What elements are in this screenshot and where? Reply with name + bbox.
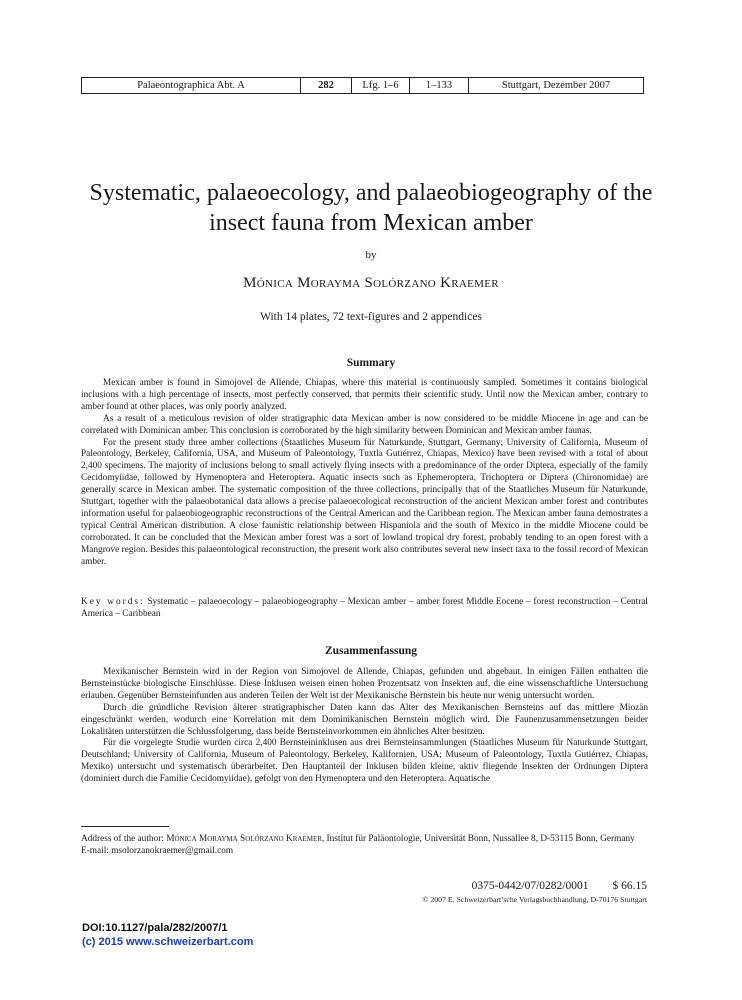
plates-figures-line: With 14 plates, 72 text-figures and 2 appendices xyxy=(260,311,482,323)
page-range: 1–133 xyxy=(410,78,469,93)
journal-header-table xyxy=(81,77,644,94)
keywords-label: Key words: xyxy=(81,597,145,607)
summary-paragraph: For the present study three amber collections (Staatliches Museum für Naturkunde, Stuttgart, Germany; University of California, Museum of Paleontology, Berkeley, California, USA, and Museum of Paleontology, Tuxtla Gutiérrez, Chiapas, Mexico) have been revised with a total of about 2,400 specimens. The majority of inclusions belong to small actively flying insects with a predominance of the order Diptera, especially of the family Cecidomyiidae, followed by Hymenoptera and Heteroptera. Aquatic insects such as Ephemeroptera, Trichoptera or Diptera (Chironomidae) are generally scarce in Mexican amber. The systematic composition of the three collections, principally that of the Staatliches Museum für Naturkunde, Stuttgart, together with the palaeobotanical data allows a precise palaeoecological reconstruction of the ancient Mexican amber forest and contributes information useful for palaeobiogeographic reconstructions of the Central American and the Caribbean region. The Mexican amber fauna demostrates a typical Central American distribution. A close faunistic relationship between Hispaniola and the south of Mexico in the middle Miocene could be corroborated. It can be concluded that the Mexican amber forest was a sort of lowland tropical dry forest, probably tending to an open forest with a Mangrove region. Besides this palaeontological reconstruction, the present work also contributes several new insect taxa to the fossil record of Mexican amber. xyxy=(81,437,648,567)
summary-paragraph: As a result of a meticulous revision of older stratigraphic data Mexican amber is now considered to be middle Miocene in age and can be correlated with Dominican amber. This conclusion is corroborated by the high similarity between Dominican and Mexican amber faunas. xyxy=(81,413,648,436)
article-price: $ 66.15 xyxy=(612,880,647,892)
zusammenfassung-body xyxy=(81,667,648,786)
author-email: E-mail: msolorzanokraemer@gmail.com xyxy=(81,846,234,857)
zusammenfassung-paragraph: Für die vorgelegte Studie wurden circa 2,400 Bernsteininklusen aus drei Bernsteinsammlungen (Staatliches Museum für Naturkunde Stuttgart, Deutschland; University of California, Museum of Paleontology, Berkeley, Kalifornien, USA; Museum of Paleontology, Tuxtla Gutiérrez, Chiapas, Mexiko) untersucht und systematisch überarbeitet. Den Hauptanteil der Inklusen bilden kleine, aktiv fliegende Insekten der Ordnungen Diptera (dominiert durch die Familie Cecidomyiidae), gefolgt von den Hymenoptera und den Heteroptera. Aquatische xyxy=(81,738,648,785)
author-name: Mónica Morayma Solórzano Kraemer xyxy=(243,275,499,291)
issue-number: Lfg. 1–6 xyxy=(352,78,410,93)
paper-title: Systematic, palaeoecology, and palaeobiogeography of the insect fauna from Mexican amber xyxy=(89,180,653,236)
place-date: Stuttgart, Dezember 2007 xyxy=(501,80,611,91)
publisher-site-stamp: (c) 2015 www.schweizerbart.com xyxy=(82,936,254,948)
doi-stamp: DOI:10.1127/pala/282/2007/1 xyxy=(82,922,228,934)
summary-paragraph: Mexican amber is found in Simojovel de Allende, Chiapas, where this material is continuously sampled. Sometimes it contains biological inclusions with a high percentage of insects, most perfectly conserved, that permits their scientific study. Until now the Mexican amber, contrary to amber found at other places, was only poorly analyzed. xyxy=(81,378,648,412)
address-author-name: Mónica Morayma Solórzano Kraemer xyxy=(166,834,322,844)
summary-body xyxy=(81,378,648,569)
address-prefix: Address of the author: xyxy=(81,834,167,844)
zusammenfassung-paragraph: Mexikanischer Bernstein wird in der Region von Simojovel de Allende, Chiapas, gefunden und abgebaut. In einigen Fällen enthalten die Bernsteinstücke biologische Einschlüsse. Diese Inklusen weisen einen hohen Prozentsatz von Insekten auf, die eine wissenschaftliche Untersuchung erlauben. Gegenüber Bernsteinfunden aus anderen Teilen der Welt ist der Mexikanische Bernstein bis heute nur wenig untersucht worden. xyxy=(81,667,648,701)
footnote-rule xyxy=(81,826,169,827)
volume-number: 282 xyxy=(301,78,352,93)
author-address xyxy=(81,833,648,857)
address-line xyxy=(81,833,648,845)
issn-code: 0375-0442/07/0282/0001 xyxy=(471,880,589,892)
keywords-text: Systematic – palaeoecology – palaeobiogeography – Mexican amber – amber forest Middle Eocene – forest reconstruction – Central America – Caribbean xyxy=(81,597,649,619)
keywords xyxy=(81,597,648,621)
by-line: by xyxy=(365,249,377,261)
journal-name: Palaeontographica Abt. A xyxy=(82,78,301,93)
summary-heading: Summary xyxy=(346,357,396,369)
address-rest: , Institut für Paläontologie, Universität Bonn, Nussallee 8, D-53115 Bonn, Germany xyxy=(321,834,635,844)
issn-price-line xyxy=(472,880,647,892)
publisher-copyright: © 2007 E. Schweizerbart’sche Verlagsbuchhandlung, D-70176 Stuttgart xyxy=(422,895,647,904)
zusammenfassung-paragraph: Durch die gründliche Revision älterer stratigraphischer Daten kann das Alter des Mexikanischen Bernsteins auf das mittlere Miozän eingeschränkt werden, wodurch eine Korrelation mit dem Dominikanischen Bernstein möglich wird. Die Faunenzusammensetzungen beider Lokalitäten unterstützen die Schlussfolgerung, dass beide Bernsteinvorkommen ein ähnliches Alter besitzen. xyxy=(81,702,648,737)
zusammenfassung-heading: Zusammenfassung xyxy=(324,645,418,657)
